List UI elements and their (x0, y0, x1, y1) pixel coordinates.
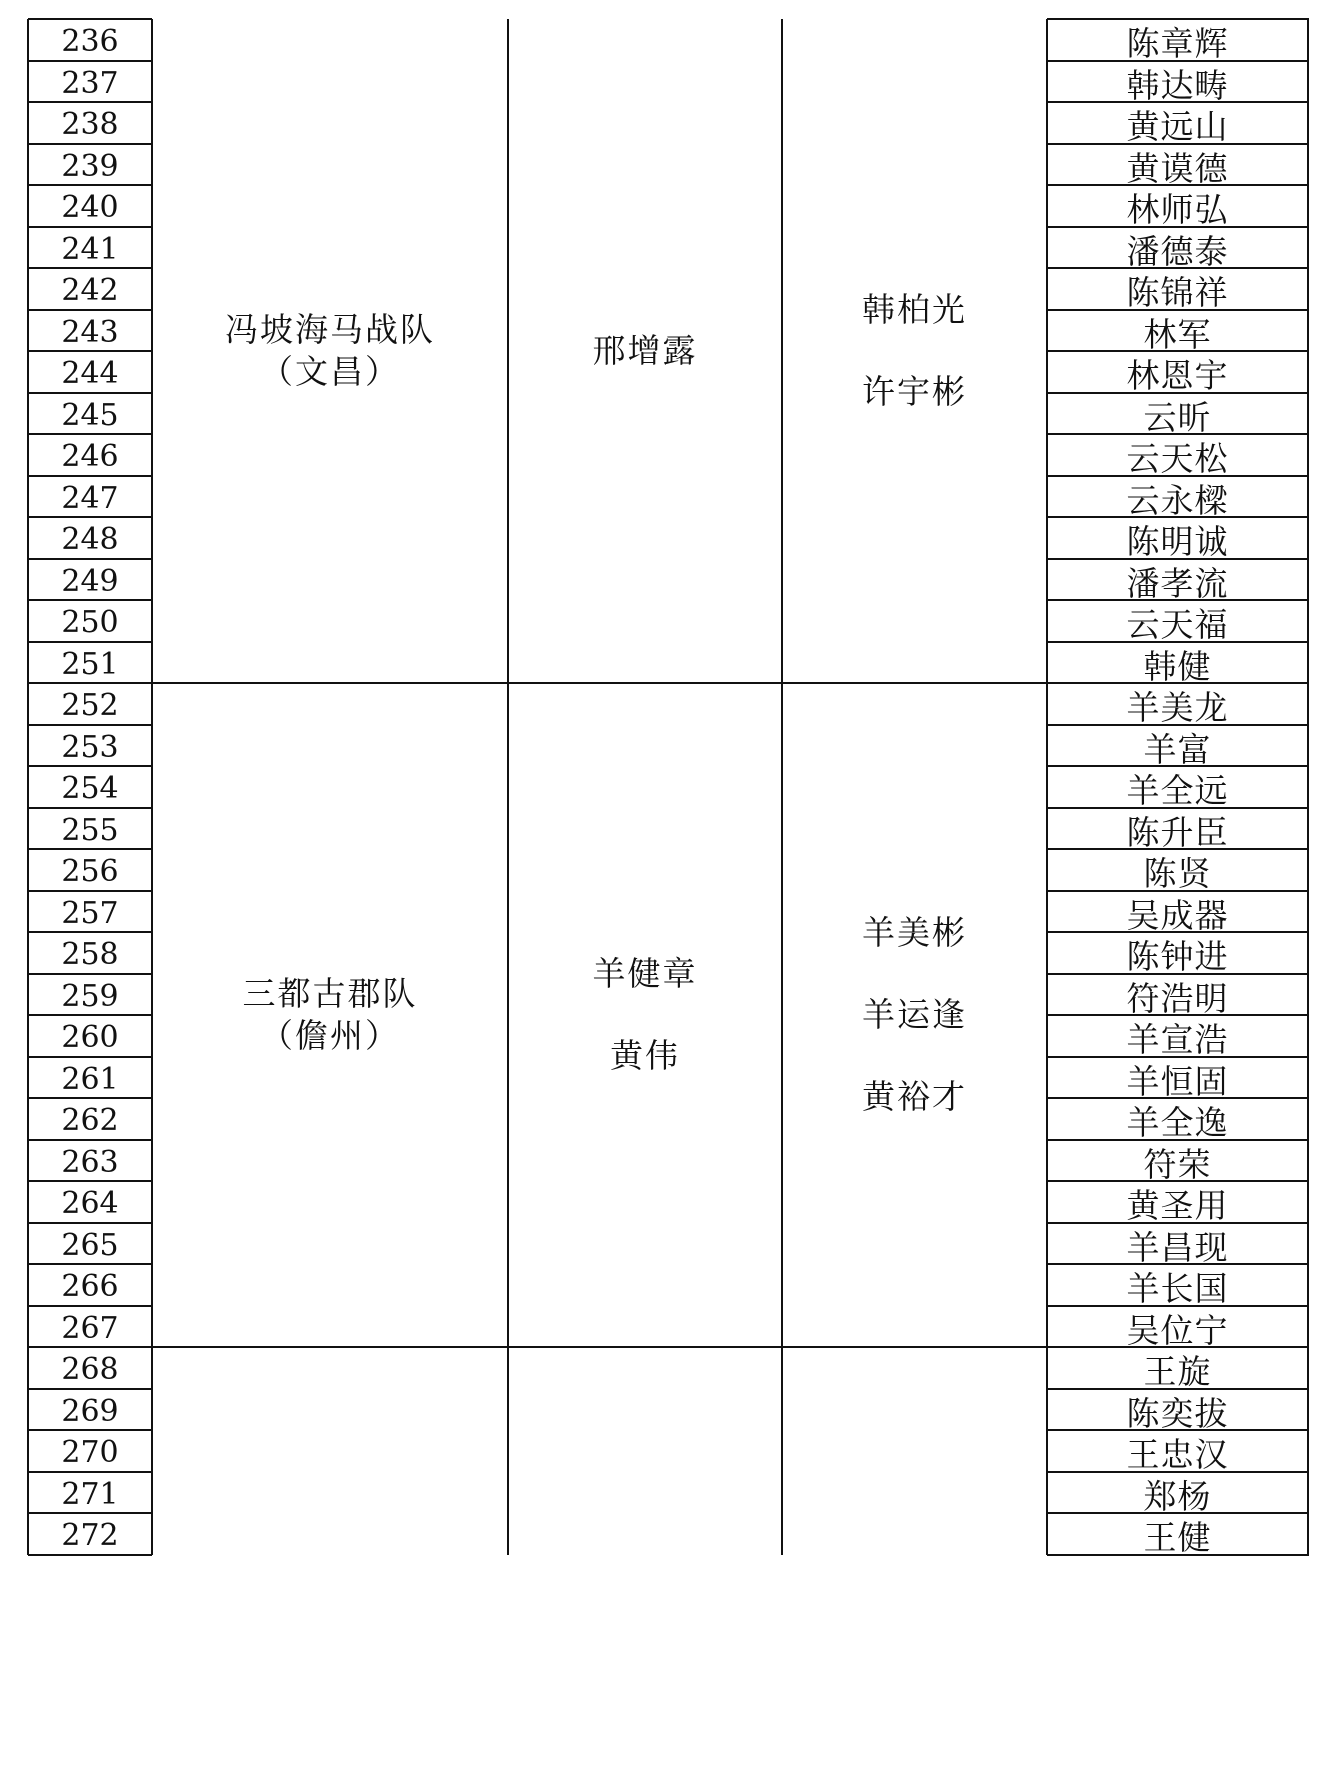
team-coach-text: 韩柏光 (862, 290, 967, 329)
member-name: 云天松 (1126, 439, 1229, 479)
member-name: 符荣 (1143, 1144, 1212, 1184)
serial-number: 253 (61, 729, 119, 765)
team-leader-cell (508, 1347, 782, 1555)
member-name: 潘德泰 (1126, 231, 1229, 271)
team-name-text: 三都古郡队 (242, 974, 418, 1013)
serial-number: 244 (61, 356, 119, 392)
serial-number: 246 (61, 439, 119, 475)
team-coach-cell (782, 19, 1047, 683)
serial-number: 236 (61, 24, 119, 60)
serial-number: 247 (61, 480, 119, 516)
member-name: 云永樑 (1126, 480, 1229, 520)
member-name: 羊恒固 (1126, 1061, 1229, 1101)
serial-number: 260 (61, 1020, 119, 1056)
member-name: 郑杨 (1143, 1476, 1212, 1516)
serial-number: 249 (61, 563, 119, 599)
member-name: 羊宣浩 (1126, 1020, 1229, 1060)
team-coach-text: 许宇彬 (862, 372, 967, 411)
member-name: 羊全逸 (1126, 1103, 1229, 1143)
serial-number: 248 (61, 522, 119, 558)
member-name: 王旋 (1143, 1352, 1212, 1392)
member-name: 羊美龙 (1126, 688, 1229, 728)
team-leader-cell (508, 683, 782, 1347)
serial-number: 266 (61, 1269, 119, 1305)
serial-number: 262 (61, 1103, 119, 1139)
member-name: 林师弘 (1126, 190, 1229, 230)
team-leader-text: 羊健章 (592, 954, 698, 993)
serial-number: 238 (61, 107, 119, 143)
team-name-text: （文昌） (260, 352, 400, 391)
serial-number: 271 (61, 1476, 119, 1512)
serial-number: 269 (61, 1393, 119, 1429)
serial-number: 243 (61, 314, 119, 350)
team-name-text: （儋州） (260, 1016, 400, 1055)
member-name: 羊长国 (1126, 1269, 1229, 1309)
serial-number: 265 (61, 1227, 119, 1263)
member-name: 羊全远 (1126, 771, 1229, 811)
member-name: 陈明诚 (1126, 522, 1229, 562)
member-name: 陈锦祥 (1126, 273, 1229, 313)
serial-number: 239 (61, 148, 119, 184)
member-name: 潘孝流 (1126, 563, 1229, 603)
member-name: 陈升臣 (1126, 812, 1229, 852)
serial-number: 237 (61, 65, 119, 101)
team-name-text: 冯坡海马战队 (225, 310, 435, 349)
serial-number: 261 (61, 1061, 119, 1097)
team-coach-cell (782, 1347, 1047, 1555)
serial-number: 263 (61, 1144, 119, 1180)
serial-number: 256 (61, 854, 119, 890)
serial-number: 255 (61, 812, 119, 848)
serial-number: 240 (61, 190, 119, 226)
member-name: 黄远山 (1126, 107, 1229, 147)
serial-number: 270 (61, 1435, 119, 1471)
team-leader-text: 邢增露 (592, 331, 698, 370)
team-coach-text: 羊美彬 (862, 913, 967, 952)
serial-number: 250 (61, 605, 119, 641)
serial-number: 257 (61, 895, 119, 931)
member-name: 韩达畴 (1126, 65, 1229, 105)
team-leader-text: 黄伟 (610, 1036, 680, 1075)
member-name: 陈贤 (1143, 854, 1212, 894)
team-coach-cell (782, 683, 1047, 1347)
member-name: 陈奕拔 (1126, 1393, 1229, 1433)
member-name: 吴成器 (1126, 895, 1229, 935)
team-leader-cell (508, 19, 782, 683)
serial-number: 259 (61, 978, 119, 1014)
member-name: 林恩宇 (1126, 356, 1229, 396)
number-row-rule (28, 18, 152, 20)
member-name: 吴位宁 (1126, 1310, 1229, 1350)
member-name: 林军 (1143, 314, 1212, 354)
serial-number: 242 (61, 273, 119, 309)
serial-number: 241 (61, 231, 119, 267)
member-name: 黄圣用 (1126, 1186, 1229, 1226)
team-name-cell (152, 1347, 508, 1555)
member-name: 韩健 (1143, 646, 1212, 686)
team-name-cell (152, 683, 508, 1347)
member-name: 云天福 (1126, 605, 1229, 645)
member-name: 云昕 (1143, 397, 1212, 437)
team-coach-text: 黄裕才 (862, 1077, 967, 1116)
serial-number: 258 (61, 937, 119, 973)
serial-number: 252 (61, 688, 119, 724)
team-name-cell (152, 19, 508, 683)
member-name: 陈钟进 (1126, 937, 1229, 977)
serial-number: 264 (61, 1186, 119, 1222)
team-coach-text: 羊运逢 (862, 995, 967, 1034)
serial-number: 272 (61, 1518, 119, 1554)
serial-number: 254 (61, 771, 119, 807)
member-name: 黄谟德 (1126, 148, 1229, 188)
member-name: 王忠汉 (1126, 1435, 1229, 1475)
member-name: 王健 (1143, 1518, 1212, 1558)
serial-number: 251 (61, 646, 119, 682)
serial-number: 245 (61, 397, 119, 433)
member-name: 符浩明 (1126, 978, 1229, 1018)
member-name: 羊富 (1143, 729, 1212, 769)
member-name: 陈章辉 (1126, 24, 1229, 64)
serial-number: 267 (61, 1310, 119, 1346)
serial-number: 268 (61, 1352, 119, 1388)
member-name: 羊昌现 (1126, 1227, 1229, 1267)
